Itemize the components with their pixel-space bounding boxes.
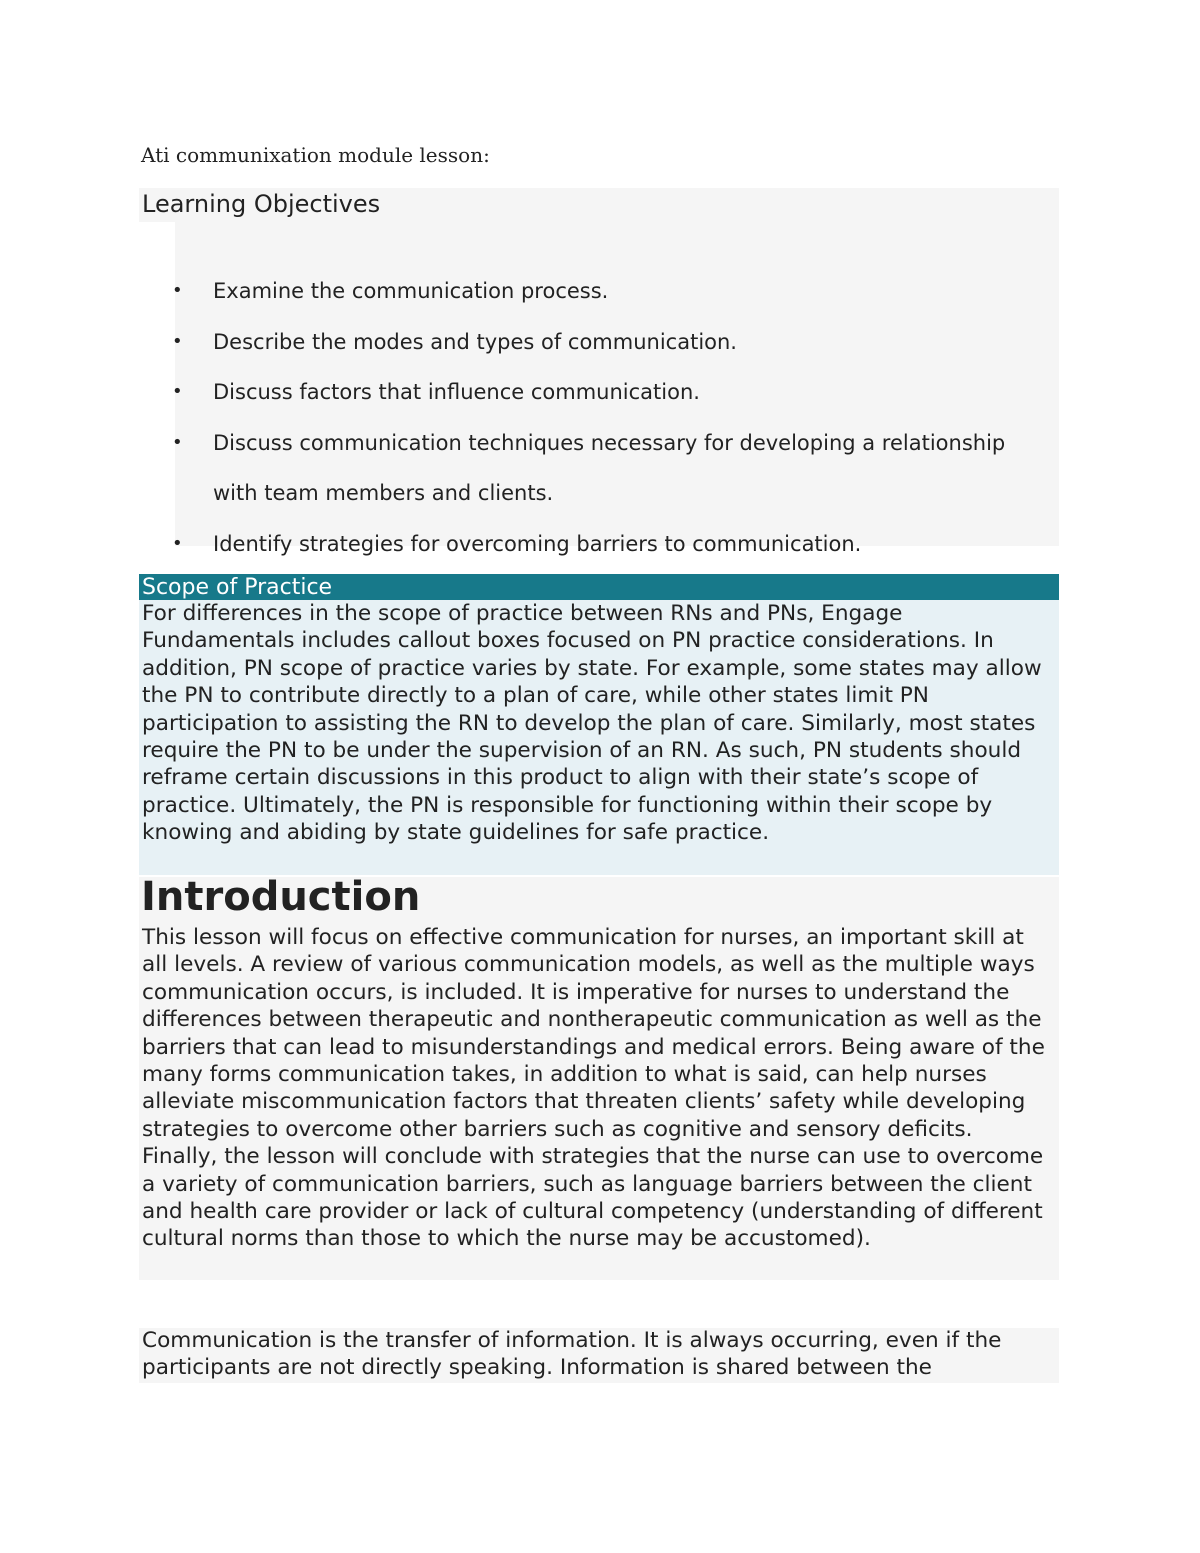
bullet-icon: •: [172, 280, 183, 301]
bullet-icon: •: [172, 431, 183, 453]
objective-text: Discuss communication techniques necessary for developing a relationship with team members and clients.: [213, 430, 1006, 505]
introduction-heading: Introduction: [141, 874, 421, 920]
objective-item: [172, 317, 1032, 368]
learning-objectives-list: [172, 266, 1032, 569]
objective-text: Describe the modes and types of communication.: [213, 329, 737, 354]
introduction-text: This lesson will focus on effective communication for nurses, an important skill at all levels. A review of various communication models, as well as the multiple ways communication occurs, is included. It is imperative for nurses to understand the differences between therapeutic and nontherapeutic communication as well as the barriers that can lead to misunderstandings and medical errors. Being aware of the many forms communication takes, in addition to what is said, can help nurses alleviate miscommunication factors that threaten clients’ safety while developing strategies to overcome other barriers such as cognitive and sensory deficits. Finally, the lesson will conclude with strategies that the nurse can use to overcome a variety of communication barriers, such as language barriers between the client and health care provider or lack of cultural competency (understanding of different cultural norms than those to which the nurse may be accustomed).: [142, 925, 1045, 1252]
learning-objectives-heading: Learning Objectives: [142, 190, 381, 218]
scope-of-practice-text: For differences in the scope of practice between RNs and PNs, Engage Fundamentals includes callout boxes focused on PN practice considerations. In addition, PN scope of practice varies by state. For example, some states may allow the PN to contribute directly to a plan of care, while other states limit PN participation to assisting the RN to develop the plan of care. Similarly, most states require the PN to be under the supervision of an RN. As such, PN students should reframe certain discussions in this product to align with their state’s scope of practice. Ultimately, the PN is responsible for functioning within their scope by knowing and abiding by state guidelines for safe practice.: [142, 601, 1042, 846]
objectives-indent-gap: [139, 222, 175, 546]
bullet-icon: •: [172, 532, 183, 554]
objective-item: [172, 519, 1032, 570]
objective-item: [172, 418, 1032, 519]
objective-item: [172, 367, 1032, 418]
objective-text: Discuss factors that influence communication.: [213, 380, 700, 404]
bullet-icon: •: [172, 381, 183, 402]
communication-text: Communication is the transfer of information. It is always occurring, even if the participants are not directly speaking. Information is shared between the: [142, 1328, 1002, 1381]
objective-item: [172, 266, 1032, 317]
objective-text: Examine the communication process.: [213, 279, 609, 303]
bullet-icon: •: [172, 330, 183, 352]
document-title: Ati communixation module lesson:: [141, 143, 490, 167]
objective-text: Identify strategies for overcoming barriers to communication.: [213, 531, 862, 556]
scope-of-practice-heading: Scope of Practice: [139, 574, 1059, 600]
